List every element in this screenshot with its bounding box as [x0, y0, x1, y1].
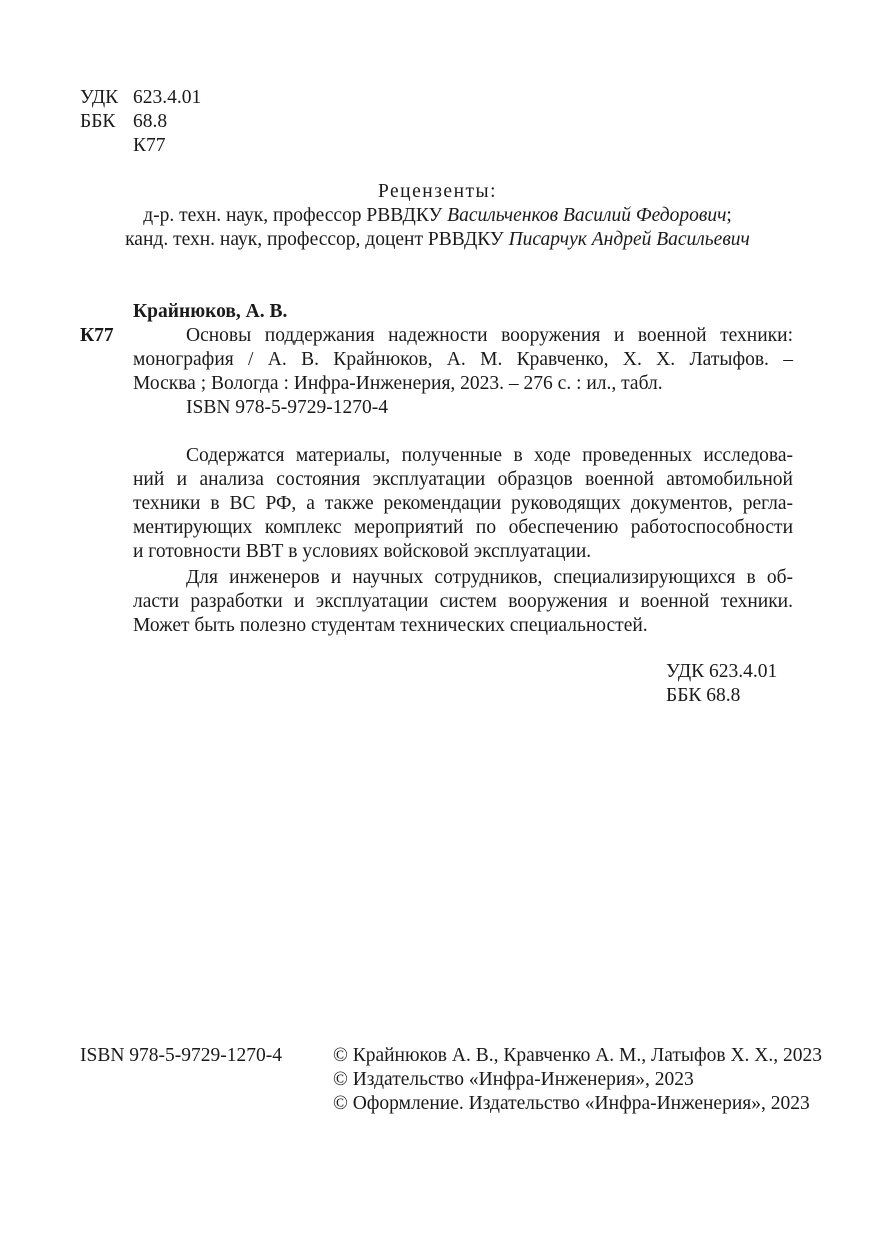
copyright-line: © Крайнюков А. В., Кравченко А. М., Латыфов Х. Х., 2023	[333, 1045, 823, 1066]
isbn-line: ISBN 978-5-9729-1270-4	[186, 397, 389, 418]
reviewer-name: Васильченков Василий Федорович	[447, 205, 727, 226]
udk-right: УДК 623.4.01	[666, 661, 778, 682]
footer-isbn: ISBN 978-5-9729-1270-4	[80, 1045, 283, 1066]
reviewer-name: Писарчук Андрей Васильевич	[508, 229, 750, 250]
bbk-label: ББК	[80, 111, 116, 132]
abstract-line: и готовности ВВТ в условиях войсковой эксплуатации.	[133, 541, 592, 562]
reviewer-separator: ;	[726, 205, 732, 226]
audience-line: ласти разработки и эксплуатации систем вооружения и военной техники.	[133, 591, 793, 612]
reviewer-line	[0, 204, 875, 228]
bib-line: Москва ; Вологда : Инфра-Инженерия, 2023. – 276 с. : ил., табл.	[133, 373, 663, 394]
reviewer-line	[0, 228, 875, 252]
udk-label: УДК	[80, 87, 119, 108]
reviewers-heading: Рецензенты:	[377, 181, 498, 202]
audience-line: Может быть полезно студентам технических специальностей.	[133, 615, 648, 636]
udk-code: 623.4.01	[133, 87, 202, 108]
abstract-line: ний и анализа состояния эксплуатации образцов военной автомобильной	[133, 469, 793, 490]
reviewer-title: канд. техн. наук, профессор, доцент РВВДКУ	[125, 229, 504, 250]
bbk-right: ББК 68.8	[666, 685, 741, 706]
copyright-line: © Оформление. Издательство «Инфра-Инженерия», 2023	[333, 1093, 810, 1114]
author-mark: К77	[133, 135, 166, 156]
bib-line: монография / А. В. Крайнюков, А. М. Кравченко, Х. Х. Латыфов. –	[133, 349, 793, 370]
author-heading: Крайнюков, А. В.	[133, 301, 288, 322]
bbk-code: 68.8	[133, 111, 168, 132]
reviewer-title: д-р. техн. наук, профессор РВВДКУ	[143, 205, 443, 226]
bib-line: Основы поддержания надежности вооружения и военной техники:	[186, 325, 793, 346]
author-mark-bold: К77	[80, 325, 114, 346]
abstract-line: Содержатся материалы, полученные в ходе проведенных исследова-	[186, 445, 793, 466]
abstract-line: ментирующих комплекс мероприятий по обеспечению работоспособности	[133, 517, 793, 538]
abstract-line: техники в ВС РФ, а также рекомендации руководящих документов, регла-	[133, 493, 793, 514]
copyright-line: © Издательство «Инфра-Инженерия», 2023	[333, 1069, 694, 1090]
audience-line: Для инженеров и научных сотрудников, специализирующихся в об-	[186, 567, 793, 588]
